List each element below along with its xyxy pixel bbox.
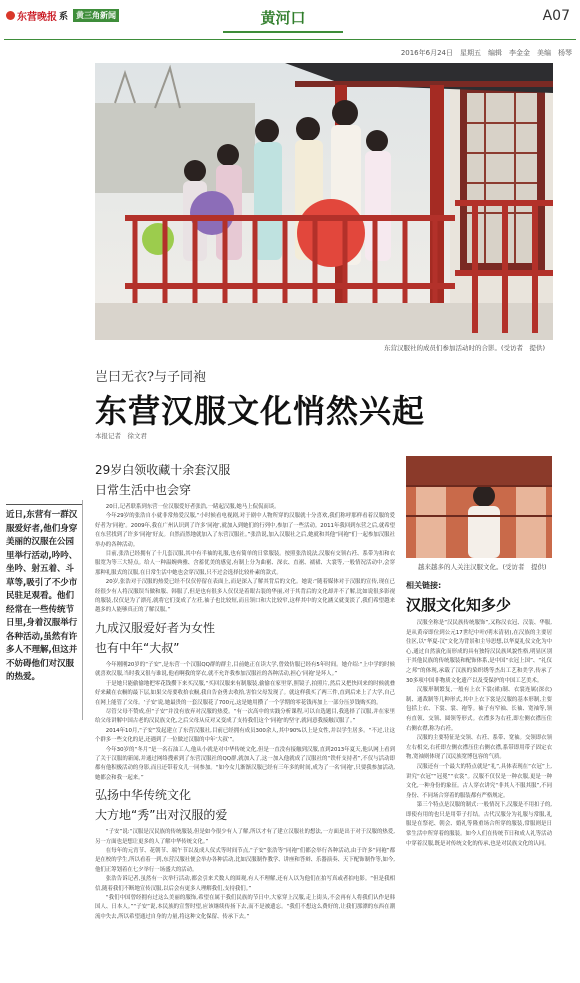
paragraph: “我们中国曾经拥有过这么美丽的服饰,希望在属于我们民族的节日中,大家穿上汉服,走上街头,不会再有人将我们认作是韩国人、日本人。”“子安”说,本民族的宣誓时望,应该继续传扬下去,而不是被遗忘。“我们不想这么费好的,让我们那漂的东西在潮流中失去,所以希望通过自身的力量,将这种文化保留、传承下去。” <box>95 895 395 920</box>
system-label: 系 <box>59 11 69 22</box>
lead-divider <box>82 500 83 720</box>
paragraph: 汉服还有一个最大的特点就是“礼”,具体表现在“衣冠”上,讲究“衣冠”“冠冕”“衣裳”。汉服不仅仅是一种衣服,更是一种文化,一种身份的象征。古人穿衣讲究“非其人不服其服”,不同身份、不同场合穿着的服装都有严格规定。 <box>406 763 552 799</box>
section-heading: 29岁白领收藏十余套汉服 <box>95 463 231 477</box>
paragraph: “子安”说:“汉服是汉民族的传统服装,但是如今很少有人了解,所以才有了建立汉服社的想法,一方面是出于对于汉服的热爱,另一方面也是想让更多的人了解中华传统文化。” <box>95 829 395 845</box>
section-1 <box>95 462 395 616</box>
hanfu-woman-photo-image <box>406 456 552 558</box>
article-byline: 本报记者 徐文君 <box>95 432 147 440</box>
section-subheading: 也有中年“大叔” <box>95 640 180 655</box>
newspaper-logo <box>6 8 119 22</box>
sidebar-title: 汉服文化知多少 <box>406 596 512 614</box>
paragraph: 汉服全称是“汉民族传统服饰”,又称汉衣冠、汉装、华服,是从黄帝即位到公元17世纪中叶(明末清初),在汉族的主要居住区,以“华夏-汉”文化为背景和主导思想,以华夏礼仪文化为中心,通过自然演化而形成的具有独特汉民族风貌性格,明显区别于其他民族的传统服装和配饰体系,是中国“衣冠上国”、“礼仪之邦”的体现,承载了汉族的染织绣等杰出工艺和美学,传承了30多项中国非物质文化遗产以及受保护的中国工艺美术。 <box>406 620 552 684</box>
section-2 <box>95 620 395 783</box>
paragraph: 汉服的主要特征是交领、右衽、系带、宽袖。交领即衣领左右相交,右衽即左侧衣襟压住右侧衣襟,系带即用带子固定衣物,宽袖则体现了汉民族宽博包容的气质。 <box>406 735 552 761</box>
section-heading: 九成汉服爱好者为女性 <box>95 620 216 635</box>
masthead <box>0 0 580 36</box>
paragraph: 20岁,张浩对于汉服的热爱已经不仅仅停留在表面上,而是深入了解其背后的文化。她说:“随着媒体对于汉服的宣传,现在已经很少有人将汉服误当做和服、韩服了,但是也有很多人仅仅是着眼古装的华丽,对于其背后的文化却并不了解,比如说很多影视的服装,仅仅是为了漂亮,就将它们变成了左衽,袖子也比较短,而且领口和大比较窄,这样其中的文化涵义就变淡了,我们希望越来越多的人能够真正的了解汉服。” <box>95 579 395 614</box>
paragraph: 在每年的元宵节、花朝节、端午节以及成人仪式等时间节点,“子安”张浩等“同袍”们都会举行各种活动,由于许多“同袍”都是在校的学生,所以看着一到,东营汉服社便会举办各种活动,比如汉服制作教学、讲座和答辩、乐器演奏、天下配饰制作等,如今,他们正筹划着在七夕举行一场盛大的活动。 <box>95 847 395 873</box>
paragraph: 今年29岁的张浩自小就非常热爱汉服,“小时候看电视剧,对于剧中人物所穿的汉服就十分喜欢,我们称呼那样看着汉服的爱好者为‘同袍’。2009年,我在广州认识到了许多‘同袍’,就加入到她们的行列中,参加了一些活动。2011年我回到东营之后,就希望在东营找到了许多‘同袍’好友。自然而然地就加入了东营汉服社。”张浩说,加入汉服社之后,她就和其他“同袍”们一起参加汉服社举办的各种活动。 <box>95 513 395 548</box>
article-body <box>95 437 395 977</box>
paper-name: 东营晚报 <box>17 11 57 23</box>
logo-flower-icon <box>6 11 15 20</box>
article-kicker: 岂曰无衣?与子同袍 <box>95 370 206 385</box>
section-3 <box>95 787 395 922</box>
paragraph: 今年刚刚20岁的“子安”,是东营一个汉服QQ群的群主,目前她正在读大学,曾效仿服已经有5年时间。她介绍:“上中学的时候就喜欢汉服,当时我又很与谁说,他看啊我的穿衣,就不允许我参加汉服社的各种活动,担心‘同袍’是坏人。” <box>95 661 395 678</box>
header-rule <box>4 39 576 40</box>
paragraph: 第三个特点是汉服的制式:一般情况下,汉服是不用扣子的,即使有用的也只是用带子打结。古代汉服分为礼服与常服,礼服是在祭祀、朝会、婚礼等隆重场合所穿的服装,常服则是日常生活中所穿着的服装。如今人们在传统节日和成人礼等活动中穿着汉服,既是对传统文化的传承,也是对民族文化的认同。 <box>406 802 552 847</box>
paragraph: 目前,张浩已经拥有了十几套汉服,其中有半袖的礼服,也有简单的日常服装。按照张浩说法,汉服有交领右衽、系带为扣和衣服宽为等三大特点。给人一种温婉典雅、含蓄优美的感觉,有制上分为曲裾、深衣、直裾、襦裙、大裳等,一般情况活动中,会穿那种礼服式的汉服,在日常生活中她也会穿汉服,只不过会选择比较朴素的款式。 <box>95 551 395 576</box>
brand-badge: 黄三角新闻 <box>73 9 119 22</box>
section-heading: 弘扬中华传统文化 <box>95 788 192 803</box>
paragraph: 于是她只能偷偷地把零花钱攒下来买汉服,“买回汉服来有制服装,偷偷在家里穿,照镜子,拍照片,然后又把快回来的时候就叠好来藏在衣橱的最下层,如果父母要收拾衣橱,我自告奋勇去收拾,害怕父母发现了。就这样我买了两三件,直到后来上了大学,自己在网上能管了父母。‘子安’说,她最贵的一套汉服花了700元,这是她用攒了一个学期的零花钱再加上一部分压岁钱购买的。 <box>95 680 395 706</box>
photo-caption: 东营汉服社的成员们参加活动时的合影。(受访者 提供) <box>384 344 546 352</box>
dateline: 2016年6月24日 星期五 编辑 李金金 美编 杨琴 <box>400 49 572 57</box>
paragraph: 今年30岁的“冬月”是一名石油工人,他从小就是对中华传统文化,但是一直没有接触到汉服,直到2013年夏天,他认网上看到了关于汉服的新闻,并通过网络搜索到了东营汉服社的QQ群,就加入了,这一加入他就成了汉服社的“铁杆支持者”,不仅与活动即都有他积极活动的身影,而且还带着女儿一同参加。“如今女儿渐渐汉服已经有三年多的时间,成为了一名‘同袍’,只要我参加活动,她都会和我一起来。” <box>95 746 395 781</box>
paragraph: 2014年10月,“子安”发起建立了东营汉服社,目前已经拥有成员300余人,其中90%以上是女性,并以学生居多。“不过,让这个群多一些文化的是,还遇到了一位做过汉服的中年‘大叔’”。 <box>95 727 395 744</box>
paragraph: 20日,记者联系到东营一位汉服爱好者张浩,一睹起汉服,她马上侃侃而谈。 <box>105 504 280 510</box>
hanfu-group-photo-image <box>95 63 553 340</box>
section-subheading: 日常生活中也会穿 <box>95 483 192 497</box>
paragraph: 汉服形制繁复,一般有上衣下裳(裙)制、衣裳连属(深衣)制、通裁制等几种形式,其中上衣下裳是汉服的基本形制,主要包括上衣、下裳、裳、袍等。袖子有窄袖、长袖、宽袖等,领有直领、交领、圆领等形式。衣襟多为右衽,即左侧衣襟压住右侧衣襟,称为右衽。 <box>406 687 552 732</box>
main-photo <box>95 63 553 340</box>
related-link-label: 相关链接: <box>406 581 442 590</box>
page-number: A07 <box>542 8 570 24</box>
sidebar-photo-caption: 越来越多的人关注汉服文化。(受访者 提供) <box>418 563 547 571</box>
article-lead: 近日,东营有一群汉服爱好者,他们身穿美丽的汉服在公园里举行活动,吟吟、坐吟、射五着、斗草等,吸引了不少市民驻足观看。他们经常在一些传统节日里,身着汉服举行各种活动,虽然有许多人不理解,但这并不妨碍他们对汉服的热爱。 <box>6 504 82 685</box>
paragraph: 尽管父母不赞成,但“子安”并没有放弃对汉服的热爱。“有一次高中的实践分析课程,可以自选题目,我选择了汉服,并在家里给父母讲解中国古老的汉民族文化,之后父母从反对又变成了支持我们这个‘同袍’的坚守,就同意我接触汉服了。” <box>95 708 395 725</box>
sidebar-body <box>406 619 552 974</box>
sidebar-photo <box>406 456 552 558</box>
section-title: 黄河口 <box>223 5 343 33</box>
section-subheading: 大方地“秀”出对汉服的爱 <box>95 808 228 823</box>
article-headline: 东营汉服文化悄然兴起 <box>95 392 426 430</box>
paragraph: 张浩告诉记者,虽然有一次举行活动,都会引来犬数人的围观,有人不理解,还有人以为他们在拍写真或者拍电影。“但是我相信,随着我们不断地宣传汉服,以后会有更多人理解我们,支持我们。” <box>95 876 395 892</box>
